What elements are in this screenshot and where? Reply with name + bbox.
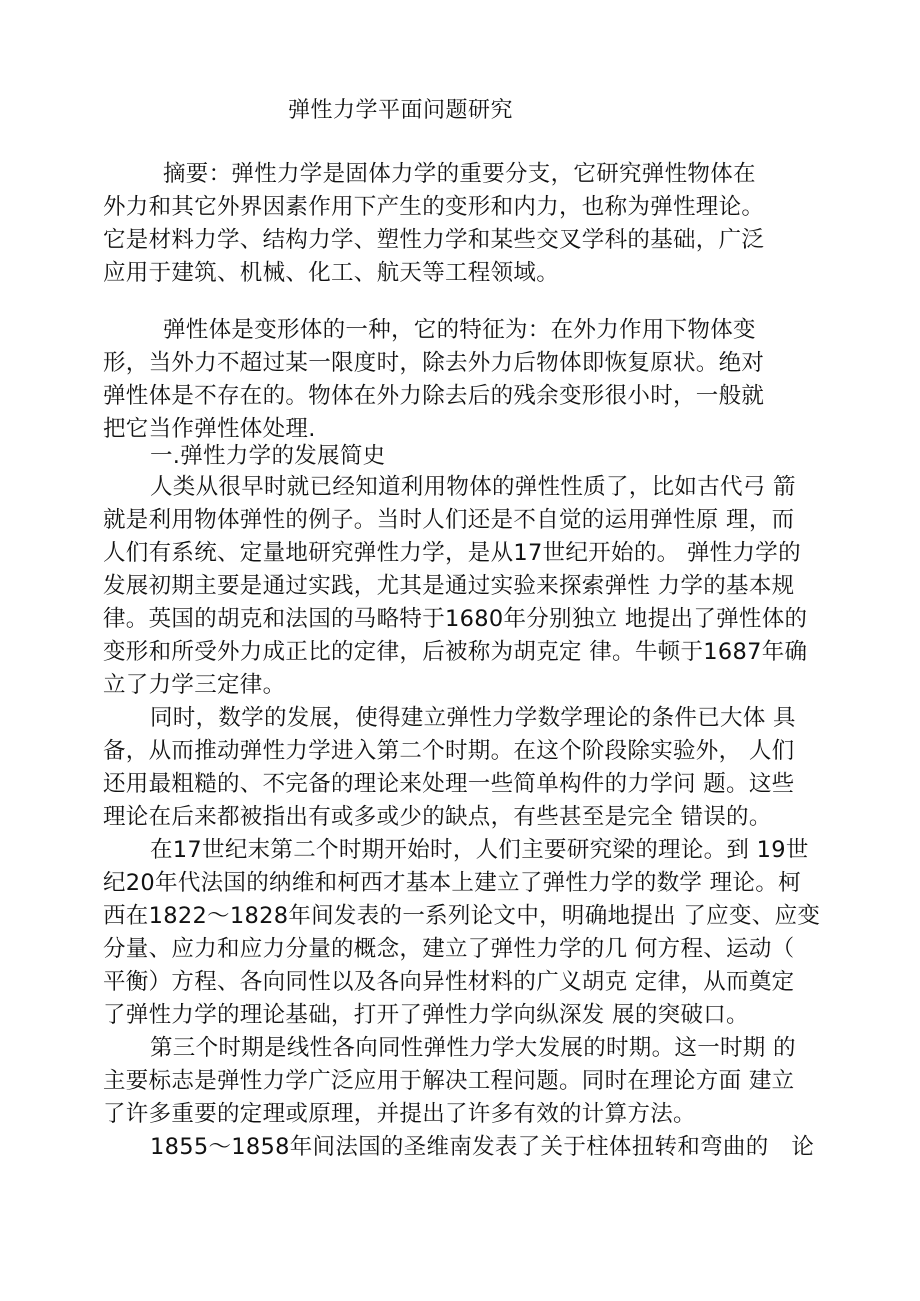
history-line-20: 了许多重要的定理或原理，并提出了许多有效的计算方法。 [103, 1101, 696, 1127]
history-line-4: 发展初期主要是通过实践，尤其是通过实验来探索弹性 力学的基本规 [103, 573, 795, 599]
history-line-5: 律。英国的胡克和法国的马略特于1680年分别独立 地提出了弹性体的 [103, 606, 808, 632]
history-line-14: 西在1822〜1828年间发表的一系列论文中，明确地提出 了应变、应变 [103, 903, 821, 929]
history-line-17: 了弹性力学的理论基础，打开了弹性力学向纵深发 展的突破口。 [103, 1002, 749, 1028]
history-line-9: 备，从而推动弹性力学进入第二个时期。在这个阶段除实验外， 人们 [103, 738, 795, 764]
document-title: 弹性力学平面问题研究 [288, 98, 514, 123]
history-line-13: 纪20年代法国的纳维和柯西才基本上建立了弹性力学的数学 理论。柯 [103, 870, 801, 896]
section-heading: 一.弹性力学的发展简史 [150, 443, 386, 469]
abstract-line-1: 摘要：弹性力学是固体力学的重要分支，它研究弹性物体在 [163, 161, 756, 187]
history-line-1: 人类从很早时就已经知道利用物体的弹性性质了，比如古代弓 箭 [150, 474, 796, 500]
history-line-18: 第三个时期是线性各向同性弹性力学大发展的时期。这一时期 的 [150, 1035, 796, 1061]
history-line-10: 还用最粗糙的、不完备的理论来处理一些简单构件的力学问 题。这些 [103, 771, 795, 797]
abstract-line-3: 它是材料力学、结构力学、塑性力学和某些交叉学科的基础，广泛 [103, 227, 765, 253]
history-line-6: 变形和所受外力成正比的定律，后被称为胡克定 律。牛顿于1687年确 [103, 639, 808, 665]
history-line-16: 平衡）方程、各向同性以及各向异性材料的广义胡克 定律，从而奠定 [103, 969, 795, 995]
para-elastic-line-1: 弹性体是变形体的一种，它的特征为：在外力作用下物体变 [163, 317, 756, 343]
history-line-12: 在17世纪末第二个时期开始时，人们主要研究梁的理论。到 19世 [150, 837, 809, 863]
history-line-15: 分量、应力和应力分量的概念，建立了弹性力学的几 何方程、运动（ [103, 936, 795, 962]
para-elastic-line-4: 把它当作弹性体处理. [103, 416, 316, 442]
para-elastic-line-3: 弹性体是不存在的。物体在外力除去后的残余变形很小时，一般就 [103, 383, 765, 409]
history-line-19: 主要标志是弹性力学广泛应用于解决工程问题。同时在理论方面 建立 [103, 1068, 795, 1094]
history-line-21: 1855〜1858年间法国的圣维南发表了关于柱体扭转和弯曲的 论 [150, 1134, 815, 1160]
history-line-7: 立了力学三定律。 [103, 672, 286, 698]
history-line-3: 人们有系统、定量地研究弹性力学，是从17世纪开始的。 弹性力学的 [103, 540, 801, 566]
history-line-8: 同时，数学的发展，使得建立弹性力学数学理论的条件已大体 具 [150, 705, 796, 731]
para-elastic-line-2: 形，当外力不超过某一限度时，除去外力后物体即恢复原状。绝对 [103, 350, 765, 376]
history-line-2: 就是利用物体弹性的例子。当时人们还是不自觉的运用弹性原 理，而 [103, 507, 795, 533]
history-line-11: 理论在后来都被指出有或多或少的缺点，有些甚至是完全 错误的。 [103, 804, 772, 830]
abstract-line-4: 应用于建筑、机械、化工、航天等工程领域。 [103, 260, 560, 286]
abstract-line-2: 外力和其它外界因素作用下产生的变形和内力，也称为弹性理论。 [103, 194, 765, 220]
